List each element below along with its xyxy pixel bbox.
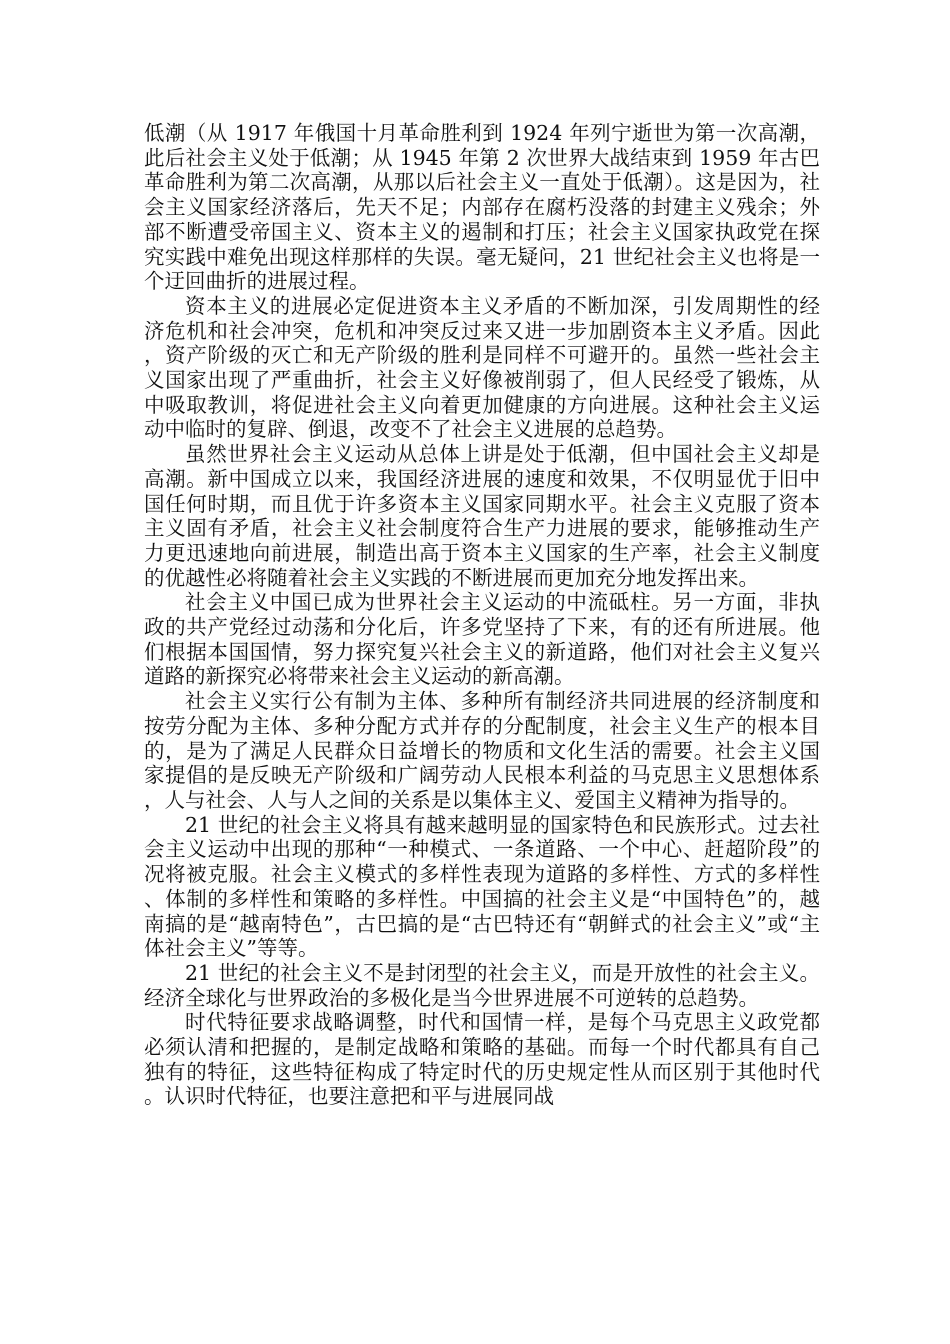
- paragraph-8: 时代特征要求战略调整，时代和国情一样，是每个马克思主义政党都必须认清和把握的，是制定战略和策略的基础。而每一个时代都具有自己独有的特征，这些特征构成了特定时代的历史规定性从而区别于其他时代。认识时代特征，也要注意把和平与进展同战: [144, 1010, 820, 1109]
- paragraph-4: 社会主义中国已成为世界社会主义运动的中流砥柱。另一方面，非执政的共产党经过动荡和分化后，许多党坚持了下来，有的还有所进展。他们根据本国国情，努力探究复兴社会主义的新道路，他们对社会主义复兴道路的新探究必将带来社会主义运动的新高潮。: [144, 590, 820, 689]
- paragraph-6: 21 世纪的社会主义将具有越来越明显的国家特色和民族形式。过去社会主义运动中出现的那种“一种模式、一条道路、一个中心、赶超阶段”的况将被克服。社会主义模式的多样性表现为道路的多样性、方式的多样性、体制的多样性和策略的多样性。中国搞的社会主义是“中国特色”的，越南搞的是“越南特色”，古巴搞的是“古巴特还有“朝鲜式的社会主义”或“主体社会主义”等等。: [144, 812, 820, 961]
- paragraph-2: 资本主义的进展必定促进资本主义矛盾的不断加深，引发周期性的经济危机和社会冲突，危机和冲突反过来又进一步加剧资本主义矛盾。因此，资产阶级的灭亡和无产阶级的胜利是同样不可避开的。虽然一些社会主义国家出现了严重曲折，社会主义好像被削弱了，但人民经受了锻炼，从中吸取教训，将促进社会主义向着更加健康的方向进展。这种社会主义运动中临时的复辟、倒退，改变不了社会主义进展的总趋势。: [144, 293, 820, 442]
- document-page: [144, 121, 820, 1109]
- paragraph-3: 虽然世界社会主义运动从总体上讲是处于低潮，但中国社会主义却是高潮。新中国成立以来，我国经济进展的速度和效果，不仅明显优于旧中国任何时期，而且优于许多资本主义国家同期水平。社会主义克服了资本主义固有矛盾，社会主义社会制度符合生产力进展的要求，能够推动生产力更迅速地向前进展，制造出高于资本主义国家的生产率，社会主义制度的优越性必将随着社会主义实践的不断进展而更加充分地发挥出来。: [144, 442, 820, 590]
- paragraph-7: 21 世纪的社会主义不是封闭型的社会主义，而是开放性的社会主义。经济全球化与世界政治的多极化是当今世界进展不可逆转的总趋势。: [144, 960, 820, 1010]
- paragraph-5: 社会主义实行公有制为主体、多种所有制经济共同进展的经济制度和按劳分配为主体、多种分配方式并存的分配制度，社会主义生产的根本目的，是为了满足人民群众日益增长的物质和文化生活的需要。社会主义国家提倡的是反映无产阶级和广阔劳动人民根本利益的马克思主义思想体系，人与社会、人与人之间的关系是以集体主义、爱国主义精神为指导的。: [144, 689, 820, 812]
- paragraph-1: 低潮（从 1917 年俄国十月革命胜利到 1924 年列宁逝世为第一次高潮，此后社会主义处于低潮；从 1945 年第 2 次世界大战结束到 1959 年古巴革命胜利为第二次高潮，从那以后社会主义一直处于低潮）。这是因为，社会主义国家经济落后，先天不足；内部存在腐朽没落的封建主义残余；外部不断遭受帝国主义、资本主义的遏制和打压；社会主义国家执政党在探究实践中难免出现这样那样的失误。毫无疑问，21 世纪社会主义也将是一个迂回曲折的进展过程。: [144, 121, 820, 294]
